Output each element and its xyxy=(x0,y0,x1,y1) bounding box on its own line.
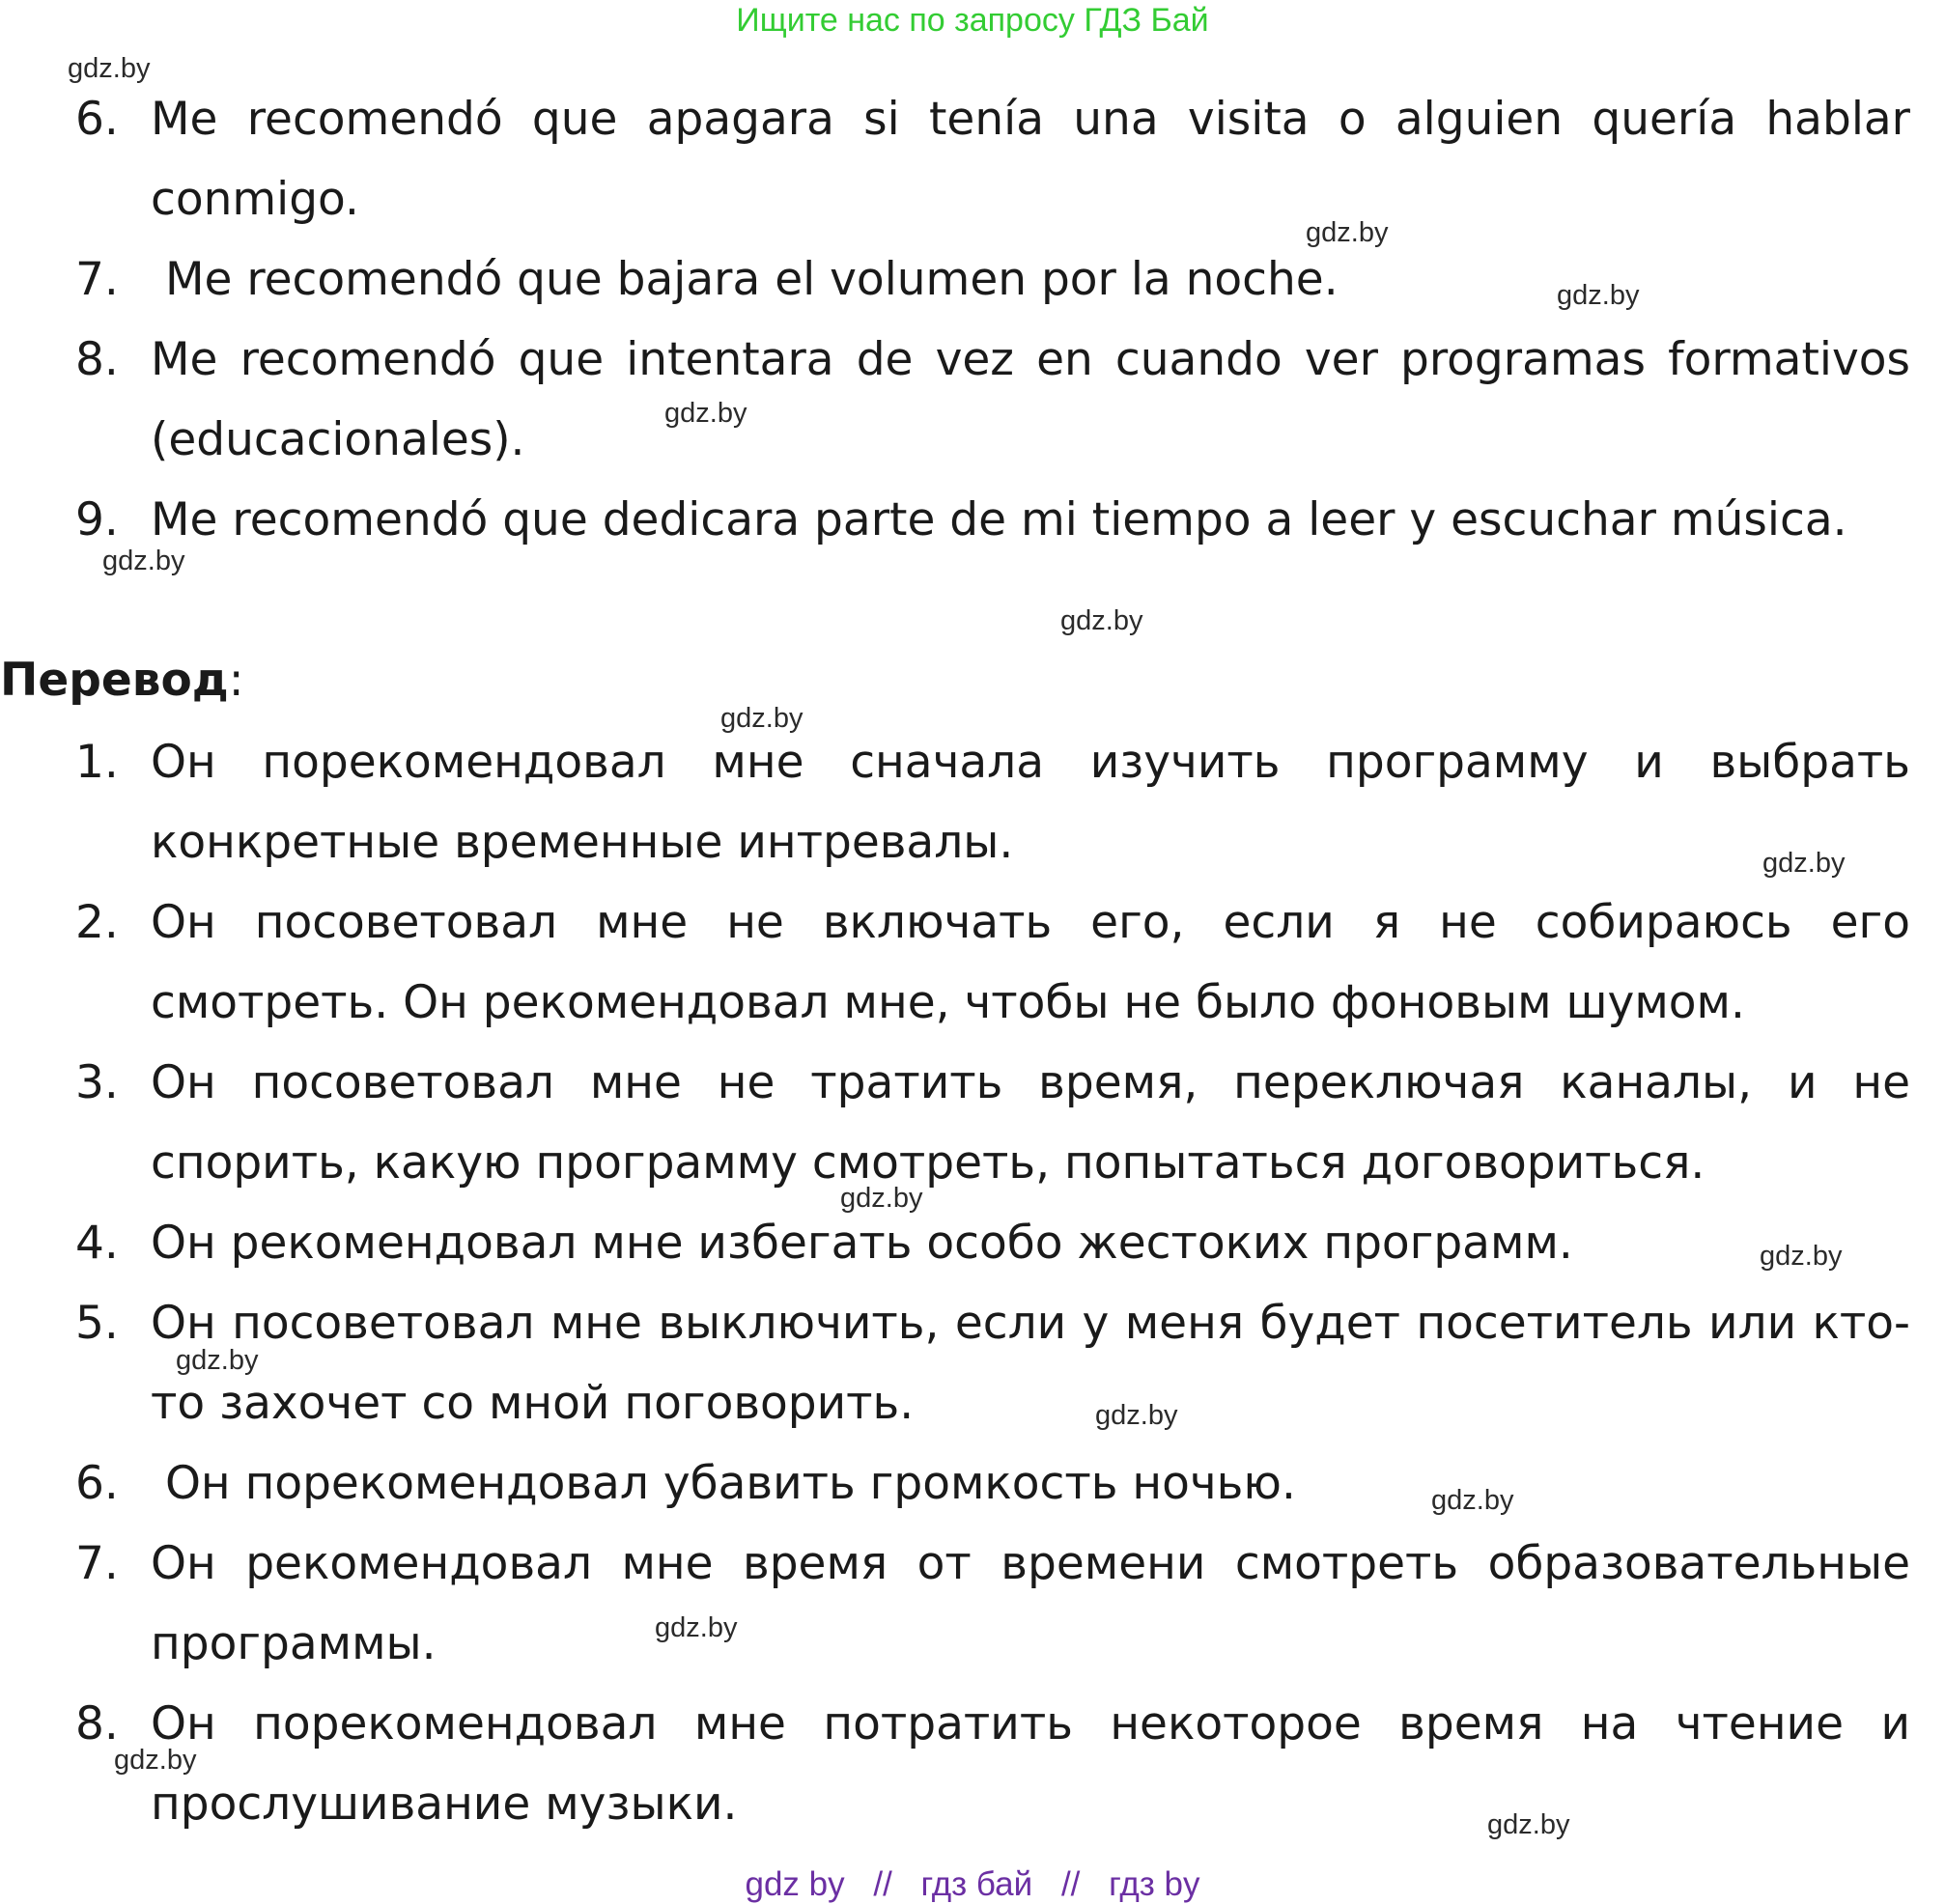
item-text: Me recomendó que bajara el volumen por la noche. xyxy=(151,253,1339,306)
watermark: gdz.by xyxy=(664,398,747,429)
item-number: 4. xyxy=(75,1217,119,1270)
watermark: gdz.by xyxy=(1487,1809,1570,1840)
item-text: Он посоветовал мне выключить, если у меня будет посетитель или кто-то захочет со мной поговорить. xyxy=(151,1297,1910,1430)
item-text: Me recomendó que dedicara parte de mi tiempo a leer y escuchar música. xyxy=(151,493,1847,546)
footer-link-gdz-by[interactable]: gdz by xyxy=(745,1865,845,1903)
list-item xyxy=(75,1443,1910,1524)
watermark: gdz.by xyxy=(655,1612,738,1643)
top-banner: Ищите нас по запросу ГДЗ Бай xyxy=(736,2,1209,39)
item-number: 6. xyxy=(75,1457,119,1510)
watermark: gdz.by xyxy=(1762,848,1846,879)
item-text: Он посоветовал мне не тратить время, переключая каналы, и не спорить, какую программу смотреть, попытаться договориться. xyxy=(151,1056,1910,1190)
watermark: gdz.by xyxy=(1095,1400,1178,1431)
footer-links xyxy=(0,1865,1945,1904)
list-item xyxy=(75,1283,1910,1443)
watermark: gdz.by xyxy=(1760,1241,1843,1272)
item-text: Он рекомендовал мне избегать особо жестоких программ. xyxy=(151,1217,1573,1270)
item-number: 1. xyxy=(75,736,119,789)
item-number: 8. xyxy=(75,1697,119,1750)
watermark: gdz.by xyxy=(114,1745,197,1776)
spanish-list xyxy=(75,79,1910,560)
watermark: gdz.by xyxy=(1431,1485,1514,1516)
item-text: Он порекомендовал мне сначала изучить программу и выбрать конкретные временные интревалы. xyxy=(151,736,1910,869)
russian-list xyxy=(75,722,1910,1844)
list-item xyxy=(75,320,1910,480)
watermark: gdz.by xyxy=(1060,605,1143,636)
item-number: 2. xyxy=(75,896,119,949)
item-number: 7. xyxy=(75,253,119,306)
footer-link-gdz-by-ru[interactable]: гдз by xyxy=(1109,1865,1200,1903)
item-text: Он рекомендовал мне время от времени смотреть образовательные программы. xyxy=(151,1537,1910,1670)
heading-text: Перевод xyxy=(0,654,229,707)
translation-heading xyxy=(0,647,244,714)
item-text: Он посоветовал мне не включать его, если я не собираюсь его смотреть. Он рекомендовал мне, чтобы не было фоновым шумом. xyxy=(151,896,1910,1029)
item-text: Me recomendó que intentara de vez en cuando ver programas formativos (educacionales). xyxy=(151,333,1910,466)
watermark: gdz.by xyxy=(1557,280,1640,311)
list-item xyxy=(75,882,1910,1043)
item-number: 5. xyxy=(75,1297,119,1350)
list-item xyxy=(75,1684,1910,1844)
list-item xyxy=(75,480,1910,560)
list-item xyxy=(75,239,1910,320)
watermark: gdz.by xyxy=(176,1345,259,1376)
watermark: gdz.by xyxy=(720,703,803,734)
list-item xyxy=(75,79,1910,239)
heading-colon: : xyxy=(228,654,244,707)
watermark: gdz.by xyxy=(1306,217,1389,248)
footer-link-gdz-bai[interactable]: гдз бай xyxy=(920,1865,1033,1903)
list-item xyxy=(75,722,1910,882)
list-item xyxy=(75,1524,1910,1684)
watermark: gdz.by xyxy=(840,1183,923,1214)
item-number: 9. xyxy=(75,493,119,546)
list-item xyxy=(75,1203,1910,1283)
watermark: gdz.by xyxy=(68,53,151,84)
footer-separator: // xyxy=(1060,1865,1081,1903)
item-text: Me recomendó que apagara si tenía una visita o alguien quería hablar conmigo. xyxy=(151,93,1910,226)
item-text: Он порекомендовал мне потратить некоторое время на чтение и прослушивание музыки. xyxy=(151,1697,1910,1831)
item-number: 8. xyxy=(75,333,119,386)
item-number: 6. xyxy=(75,93,119,146)
list-item xyxy=(75,1043,1910,1203)
item-text: Он порекомендовал убавить громкость ночью. xyxy=(151,1457,1296,1510)
watermark: gdz.by xyxy=(102,546,185,576)
footer-separator: // xyxy=(873,1865,892,1903)
item-number: 7. xyxy=(75,1537,119,1590)
item-number: 3. xyxy=(75,1056,119,1109)
